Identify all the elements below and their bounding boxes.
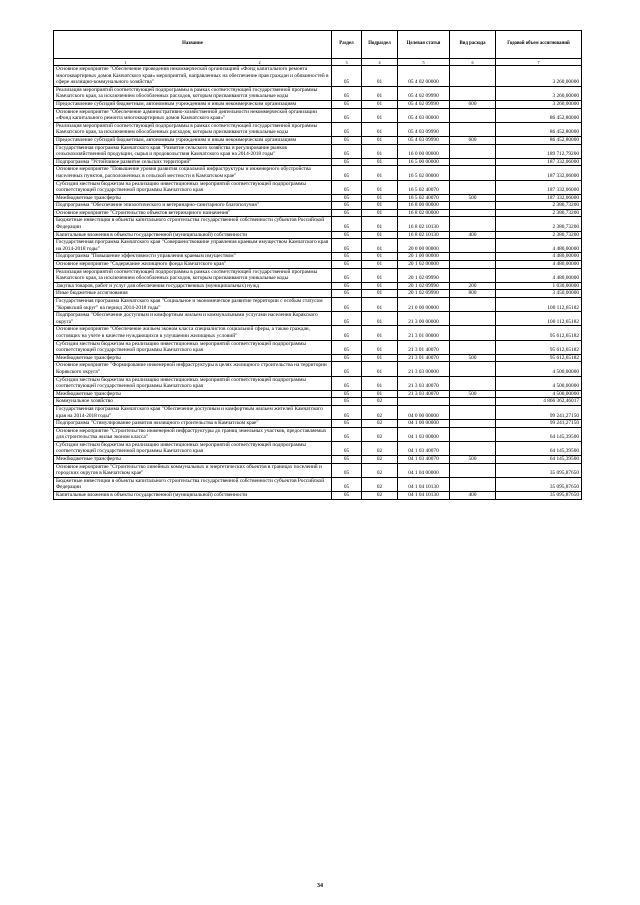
row-name: Подпрограмма "Устойчивое развитие сельских территорий"	[54, 158, 332, 166]
row-podrazdel: 01	[362, 86, 398, 100]
row-name: Капитальные вложения в объекты государственной (муниципальной) собственности	[54, 231, 332, 239]
row-razdel: 05	[332, 268, 362, 282]
row-vid: 500	[450, 456, 496, 464]
row-podrazdel: 01	[362, 166, 398, 180]
header-vid: Вид расхода	[450, 31, 496, 59]
row-statya: 05 4 02 09990	[398, 86, 450, 100]
row-name: Предоставление субсидий бюджетным, автономным учреждениям и иным некоммерческим организациям	[54, 100, 332, 108]
row-vid	[450, 202, 496, 210]
row-vid	[450, 441, 496, 455]
row-statya: 16 8 02 10130	[398, 217, 450, 231]
row-amount: 99 241,27150	[496, 405, 582, 419]
table-row	[54, 390, 582, 398]
column-number-label: 2	[258, 59, 261, 65]
row-vid	[450, 298, 496, 312]
row-razdel: 05	[332, 239, 362, 253]
row-amount: 95 612,65182	[496, 340, 582, 354]
column-number-label: 1	[124, 59, 127, 65]
row-podrazdel: 01	[362, 239, 398, 253]
table-row	[54, 144, 582, 158]
row-podrazdel: 01	[362, 180, 398, 194]
table-header-row	[54, 31, 582, 59]
row-podrazdel: 02	[362, 405, 398, 419]
row-statya: 21 3 03 40070	[398, 390, 450, 398]
row-podrazdel: 01	[362, 312, 398, 326]
row-podrazdel: 01	[362, 231, 398, 239]
table-row	[54, 122, 582, 136]
row-vid: 500	[450, 194, 496, 202]
header-podrazdel: Подраздел	[362, 31, 398, 59]
row-razdel: 05	[332, 492, 362, 500]
row-statya: 21 0 00 00000	[398, 298, 450, 312]
column-number: 4	[362, 59, 398, 66]
row-amount: 99 241,27150	[496, 420, 582, 428]
row-razdel: 05	[332, 144, 362, 158]
row-statya: 16 5 02 40070	[398, 194, 450, 202]
table-row	[54, 136, 582, 144]
row-razdel: 05	[332, 166, 362, 180]
row-name: Подпрограмма "Обеспечение доступным и комфортным жильем и коммунальными услугами населения Корякского округа"	[54, 312, 332, 326]
row-podrazdel: 01	[362, 326, 398, 340]
row-vid	[450, 398, 496, 406]
row-amount: 1 030,00000	[496, 282, 582, 290]
row-statya: 05 4 03 09990	[398, 136, 450, 144]
row-razdel: 05	[332, 326, 362, 340]
table-row	[54, 420, 582, 428]
row-amount: 64 145,39500	[496, 456, 582, 464]
row-razdel: 05	[332, 456, 362, 464]
row-razdel: 05	[332, 202, 362, 210]
table-row	[54, 456, 582, 464]
table-row	[54, 180, 582, 194]
row-vid	[450, 376, 496, 390]
row-podrazdel: 01	[362, 354, 398, 362]
row-podrazdel: 01	[362, 268, 398, 282]
row-razdel: 05	[332, 420, 362, 428]
row-vid	[450, 239, 496, 253]
row-statya: 16 5 02 00000	[398, 166, 450, 180]
row-vid: 600	[450, 136, 496, 144]
table-row	[54, 202, 582, 210]
column-number-row	[54, 59, 582, 66]
row-amount: 95 612,65182	[496, 354, 582, 362]
row-podrazdel: 01	[362, 362, 398, 376]
row-vid	[450, 427, 496, 441]
row-amount: 4 480,00000	[496, 239, 582, 253]
row-podrazdel: 01	[362, 282, 398, 290]
row-statya: 20 1 02 09990	[398, 268, 450, 282]
row-statya: 04 1 03 40070	[398, 456, 450, 464]
column-number: 3	[332, 59, 362, 66]
table-row	[54, 253, 582, 261]
row-razdel: 05	[332, 180, 362, 194]
row-razdel: 05	[332, 261, 362, 269]
table-row	[54, 326, 582, 340]
row-amount: 3 260,00000	[496, 100, 582, 108]
column-number	[54, 59, 332, 66]
row-vid	[450, 108, 496, 122]
row-vid	[450, 209, 496, 217]
table-row	[54, 194, 582, 202]
row-amount: 4 480,00000	[496, 253, 582, 261]
row-name: Основное мероприятие "Строительство инженерной инфраструктуры до границ земельных участков, предоставляемых для строительства жилья эконом класса"	[54, 427, 332, 441]
header-name: Название	[54, 31, 332, 59]
row-razdel: 05	[332, 290, 362, 298]
row-amount: 3 260,00000	[496, 66, 582, 87]
table-row	[54, 441, 582, 455]
row-name: Субсидии местным бюджетам на реализацию инвестиционных мероприятий соответствующей подпрограммы соответствующей государственной программы Камчатского края	[54, 441, 332, 455]
row-razdel: 05	[332, 477, 362, 491]
row-razdel: 05	[332, 108, 362, 122]
row-amount: 2 380,73200	[496, 202, 582, 210]
row-vid: 200	[450, 282, 496, 290]
row-vid: 400	[450, 231, 496, 239]
row-razdel: 05	[332, 282, 362, 290]
table-row	[54, 477, 582, 491]
row-podrazdel: 01	[362, 202, 398, 210]
row-amount: 4 480,00000	[496, 268, 582, 282]
table-row	[54, 100, 582, 108]
row-vid	[450, 253, 496, 261]
row-statya: 05 4 02 09990	[398, 100, 450, 108]
table-row	[54, 239, 582, 253]
row-statya: 16 5 00 00000	[398, 158, 450, 166]
row-vid: 400	[450, 492, 496, 500]
row-razdel: 05	[332, 376, 362, 390]
row-name: Закупка товаров, работ и услуг для обеспечения государственных (муниципальных) нужд	[54, 282, 332, 290]
row-razdel: 05	[332, 209, 362, 217]
row-podrazdel: 01	[362, 209, 398, 217]
row-name: Основное мероприятие "Строительство линейных коммунальных и энергетических объектов в границах поселений и городских округов в Камчатском крае"	[54, 463, 332, 477]
row-podrazdel: 01	[362, 298, 398, 312]
row-razdel: 05	[332, 86, 362, 100]
row-podrazdel: 01	[362, 136, 398, 144]
row-name: Реализация мероприятий соответствующей подпрограммы в рамках соответствующей государственной программы Камчатского края, за исключением обособленных расходов, которым присваиваются уникальные коды	[54, 86, 332, 100]
row-razdel: 05	[332, 298, 362, 312]
row-razdel: 05	[332, 427, 362, 441]
row-razdel: 05	[332, 194, 362, 202]
row-name: Основное мероприятие "Строительство объектов ветеринарного назначения"	[54, 209, 332, 217]
row-statya: 21 3 03 40070	[398, 376, 450, 390]
row-name: Государственная программа Камчатского края "Обеспечение доступным и комфортным жильем жителей Камчатского края на 2014-2018 годы"	[54, 405, 332, 419]
row-vid	[450, 144, 496, 158]
row-name: Предоставление субсидий бюджетным, автономным учреждениям и иным некоммерческим организациям	[54, 136, 332, 144]
table-row	[54, 340, 582, 354]
row-statya: 04 1 04 10130	[398, 492, 450, 500]
row-podrazdel: 02	[362, 441, 398, 455]
row-statya: 21 3 01 00000	[398, 326, 450, 340]
header-statya: Целевая статья	[398, 31, 450, 59]
budget-table	[53, 30, 582, 500]
row-name: Государственная программа Камчатского края "Совершенствование управления краевым имуществом Камчатского края на 2014-2018 годы"	[54, 239, 332, 253]
row-podrazdel: 02	[362, 477, 398, 491]
row-podrazdel: 01	[362, 217, 398, 231]
row-razdel: 05	[332, 231, 362, 239]
row-statya: 16 5 02 40070	[398, 180, 450, 194]
table-row	[54, 158, 582, 166]
row-podrazdel: 01	[362, 100, 398, 108]
row-name: Бюджетные инвестиции в объекты капитального строительства государственной собственности субъектов Российской Федерации	[54, 477, 332, 491]
row-vid	[450, 326, 496, 340]
row-statya: 20 1 00 00000	[398, 253, 450, 261]
table-row	[54, 290, 582, 298]
row-statya: 20 0 00 00000	[398, 239, 450, 253]
row-name: Реализация мероприятий соответствующей подпрограммы в рамках соответствующей государственной программы Камчатского края, за исключением обособленных расходов, которым присваиваются уникальные коды	[54, 268, 332, 282]
table-row	[54, 463, 582, 477]
row-amount: 2 380,73200	[496, 231, 582, 239]
column-number: 6	[450, 59, 496, 66]
row-razdel: 05	[332, 354, 362, 362]
table-row	[54, 231, 582, 239]
row-vid: 500	[450, 354, 496, 362]
row-statya: 04 1 04 00000	[398, 463, 450, 477]
row-amount: 189 712,79200	[496, 144, 582, 158]
table-row	[54, 108, 582, 122]
row-amount: 3 450,00000	[496, 290, 582, 298]
row-amount: 95 612,65182	[496, 326, 582, 340]
row-name: Субсидии местным бюджетам на реализацию инвестиционных мероприятий соответствующей подпрограммы соответствующей государственной программы Камчатского края	[54, 340, 332, 354]
table-row	[54, 86, 582, 100]
row-podrazdel: 02	[362, 427, 398, 441]
row-podrazdel: 01	[362, 261, 398, 269]
row-amount: 4 500,00000	[496, 362, 582, 376]
row-vid	[450, 340, 496, 354]
row-statya: 05 4 02 00000	[398, 66, 450, 87]
row-amount: 4 480,00000	[496, 261, 582, 269]
row-amount: 100 112,65182	[496, 298, 582, 312]
row-vid	[450, 86, 496, 100]
row-amount: 187 332,06000	[496, 166, 582, 180]
row-amount: 4 500,00000	[496, 390, 582, 398]
row-razdel: 05	[332, 66, 362, 87]
row-name: Основное мероприятие "Обеспечение административно-хозяйственной деятельности некоммерческой организации «Фонд капитального ремонта многоквартирных домов Камчатского края»"	[54, 108, 332, 122]
row-statya: 16 0 00 00000	[398, 144, 450, 158]
row-amount: 2 380,73200	[496, 217, 582, 231]
row-statya: 04 0 00 00000	[398, 405, 450, 419]
row-podrazdel: 01	[362, 66, 398, 87]
row-razdel: 05	[332, 217, 362, 231]
row-statya: 21 3 01 40070	[398, 354, 450, 362]
row-podrazdel: 01	[362, 290, 398, 298]
row-amount: 64 145,39500	[496, 441, 582, 455]
row-statya: 20 1 02 09990	[398, 290, 450, 298]
row-name: Основное мероприятие "Повышение уровня развития социальной инфраструктуры и инженерного обустройства населенных пунктов, расположенных в сельской местности в Камчатском крае"	[54, 166, 332, 180]
row-amount: 2 380,73200	[496, 209, 582, 217]
row-amount: 4 500,00000	[496, 376, 582, 390]
header-razdel: Раздел	[332, 31, 362, 59]
row-razdel: 05	[332, 312, 362, 326]
row-statya: 05 4 03 00000	[398, 108, 450, 122]
row-statya: 21 3 01 40070	[398, 340, 450, 354]
row-name: Межбюджетные трансферты	[54, 390, 332, 398]
row-name: Межбюджетные трансферты	[54, 194, 332, 202]
table-row	[54, 66, 582, 87]
row-vid	[450, 158, 496, 166]
row-podrazdel: 01	[362, 108, 398, 122]
row-name: Реализация мероприятий соответствующей подпрограммы в рамках соответствующей государственной программы Камчатского края, за исключением обособленных расходов, которым присваиваются уникальные коды	[54, 122, 332, 136]
row-amount: 86 452,80000	[496, 136, 582, 144]
row-vid	[450, 66, 496, 87]
table-row	[54, 362, 582, 376]
row-statya: 20 1 02 00000	[398, 261, 450, 269]
row-podrazdel: 01	[362, 144, 398, 158]
row-name: Иные бюджетные ассигнования	[54, 290, 332, 298]
budget-table-page	[53, 30, 581, 500]
row-razdel: 05	[332, 441, 362, 455]
row-statya: 04 1 03 00000	[398, 427, 450, 441]
row-podrazdel: 01	[362, 158, 398, 166]
row-vid	[450, 420, 496, 428]
row-razdel: 05	[332, 100, 362, 108]
table-row	[54, 209, 582, 217]
row-vid	[450, 405, 496, 419]
row-name: Государственная программа Камчатского края "Социальное и экономическое развитие территории с особым статусом "Корякский округ" на период 2014-2018 годы"	[54, 298, 332, 312]
row-vid	[450, 261, 496, 269]
row-name: Бюджетные инвестиции в объекты капитального строительства государственной собственности субъектов Российской Федерации	[54, 217, 332, 231]
column-number: 5	[398, 59, 450, 66]
row-amount: 187 332,06000	[496, 158, 582, 166]
row-name: Подпрограмма "Стимулирование развития жилищного строительства в Камчатском крае"	[54, 420, 332, 428]
column-number: 7	[496, 59, 582, 66]
row-podrazdel: 01	[362, 194, 398, 202]
row-name: Межбюджетные трансферты	[54, 456, 332, 464]
row-statya: 04 1 04 10130	[398, 477, 450, 491]
row-name: Субсидии местным бюджетам на реализацию инвестиционных мероприятий соответствующей подпрограммы соответствующей государственной программы Камчатского края	[54, 180, 332, 194]
row-podrazdel: 01	[362, 340, 398, 354]
row-name: Основное мероприятие "Формирование инженерной инфраструктуры в целях жилищного строительства на территории Корякского округа"	[54, 362, 332, 376]
row-podrazdel: 02	[362, 420, 398, 428]
row-amount: 187 332,06000	[496, 180, 582, 194]
row-name: Субсидии местным бюджетам на реализацию инвестиционных мероприятий соответствующей подпрограммы соответствующей государственной программы Камчатского края	[54, 376, 332, 390]
row-name: Подпрограмма "Повышение эффективности управления краевым имуществом"	[54, 253, 332, 261]
table-row	[54, 312, 582, 326]
row-vid	[450, 217, 496, 231]
row-statya: 04 1 03 40070	[398, 441, 450, 455]
row-name: Основное мероприятие "Обеспечение проведения некоммерческой организацией «Фонд капитального ремонта многоквартирных домов Камчатского края» мероприятий, направленных на обеспечение прав граждан и обязанностей в сфере жилищно-коммунального хозяйства"	[54, 66, 332, 87]
table-row	[54, 298, 582, 312]
row-statya: 05 4 03 09990	[398, 122, 450, 136]
row-name: Основное мероприятие "Содержание жилищного фонда Камчатского края"	[54, 261, 332, 269]
row-razdel: 05	[332, 122, 362, 136]
row-name: Капитальные вложения в объекты государственной (муниципальной) собственности	[54, 492, 332, 500]
row-vid: 800	[450, 290, 496, 298]
row-vid	[450, 463, 496, 477]
row-podrazdel: 01	[362, 253, 398, 261]
row-razdel: 05	[332, 253, 362, 261]
row-statya: 04 1 00 00000	[398, 420, 450, 428]
row-razdel: 05	[332, 398, 362, 406]
row-statya: 16 8 02 10130	[398, 231, 450, 239]
row-name: Подпрограмма "Обеспечение эпизоотического и ветеринарно-санитарного благополучия"	[54, 202, 332, 210]
row-podrazdel: 02	[362, 463, 398, 477]
table-row	[54, 354, 582, 362]
row-amount: 100 112,65182	[496, 312, 582, 326]
table-row	[54, 217, 582, 231]
table-row	[54, 166, 582, 180]
header-amount: Годовой объем ассигнований	[496, 31, 582, 59]
row-vid	[450, 180, 496, 194]
table-row	[54, 376, 582, 390]
row-podrazdel: 02	[362, 492, 398, 500]
table-row	[54, 261, 582, 269]
table-row	[54, 405, 582, 419]
row-statya: 16 8 02 00000	[398, 209, 450, 217]
row-statya: 16 8 00 00000	[398, 202, 450, 210]
row-statya: 20 1 02 09990	[398, 282, 450, 290]
row-razdel: 05	[332, 390, 362, 398]
page-number: 34	[317, 883, 323, 889]
row-vid: 600	[450, 100, 496, 108]
row-razdel: 05	[332, 362, 362, 376]
row-amount: 3 260,00000	[496, 86, 582, 100]
row-podrazdel: 01	[362, 376, 398, 390]
row-name: Государственная программа Камчатского края "Развитие сельского хозяйства и регулирование рынков сельскохозяйственной продукции, сырья и продовольствия Камчатского края на 2014-2018 годы"	[54, 144, 332, 158]
row-amount: 86 452,80000	[496, 122, 582, 136]
table-row	[54, 492, 582, 500]
row-amount: 64 145,39500	[496, 427, 582, 441]
row-statya	[398, 398, 450, 406]
row-vid: 500	[450, 390, 496, 398]
row-name: Межбюджетные трансферты	[54, 354, 332, 362]
row-razdel: 05	[332, 340, 362, 354]
table-row	[54, 282, 582, 290]
table-row	[54, 268, 582, 282]
row-podrazdel: 02	[362, 456, 398, 464]
row-name: Основное мероприятие "Обеспечение жильем эконом класса специалистов социальной сферы, а также граждан, состоящих на учете в качестве нуждающихся в улучшении жилищных условий"	[54, 326, 332, 340]
row-razdel: 05	[332, 136, 362, 144]
row-amount: 35 095,87650	[496, 477, 582, 491]
row-razdel: 05	[332, 405, 362, 419]
row-amount: 187 332,06000	[496, 194, 582, 202]
row-podrazdel: 01	[362, 122, 398, 136]
row-statya: 21 3 00 00000	[398, 312, 450, 326]
row-vid	[450, 362, 496, 376]
row-vid	[450, 166, 496, 180]
row-podrazdel: 01	[362, 390, 398, 398]
row-podrazdel: 02	[362, 398, 398, 406]
row-amount: 4 866 362,46017	[496, 398, 582, 406]
row-statya: 21 3 03 00000	[398, 362, 450, 376]
row-amount: 86 452,80000	[496, 108, 582, 122]
row-name: Коммунальное хозяйство	[54, 398, 332, 406]
table-row	[54, 398, 582, 406]
row-vid	[450, 477, 496, 491]
row-razdel: 05	[332, 463, 362, 477]
row-amount: 35 095,87650	[496, 492, 582, 500]
row-vid	[450, 122, 496, 136]
row-razdel: 05	[332, 158, 362, 166]
table-row	[54, 427, 582, 441]
row-amount: 35 095,87650	[496, 463, 582, 477]
row-vid	[450, 268, 496, 282]
row-vid	[450, 312, 496, 326]
